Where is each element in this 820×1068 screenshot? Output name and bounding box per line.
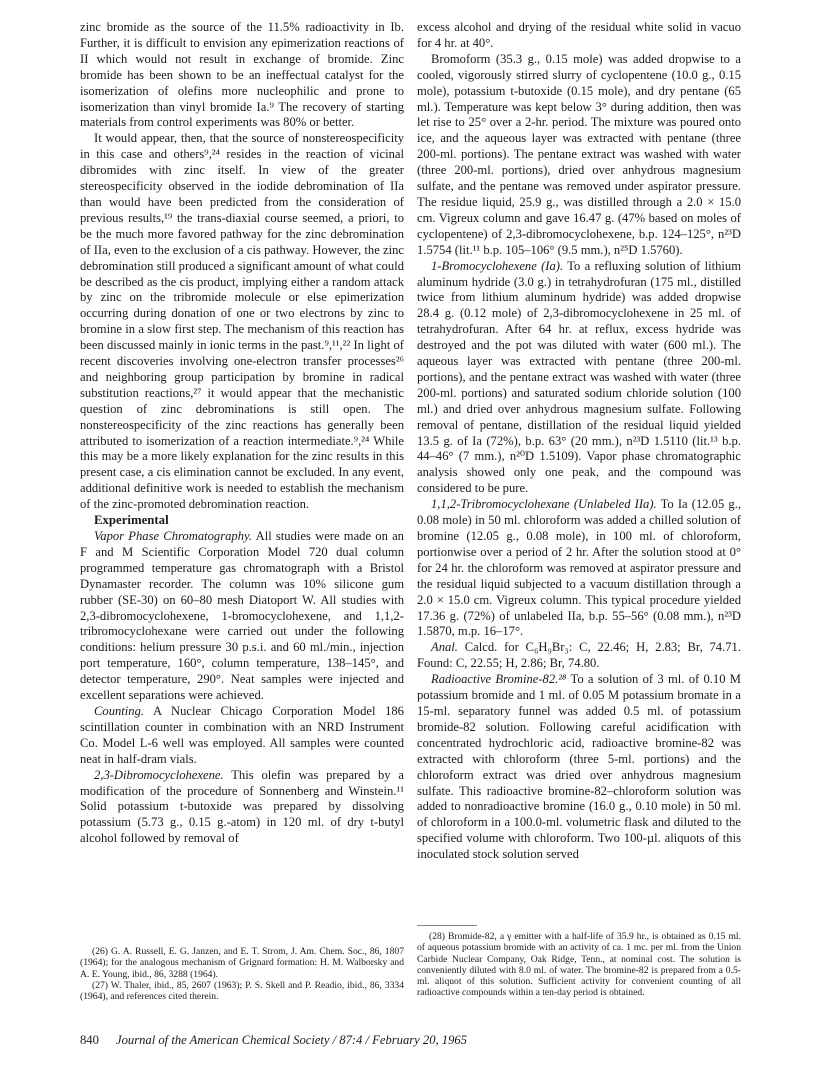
paragraph-body: Calcd. for C₆H₉Br₃: C, 22.46; H, 2.83; Br, 74.71. Found: C, 22.55; H, 2.86; Br, 74.80. xyxy=(417,640,741,671)
paragraph-body: To Ia (12.05 g., 0.08 mole) in 50 ml. chloroform was added a chilled solution of bromine (12.05 g., 0.08 mole), in 100 ml. of chloroform, portionwise over a period of 2 hr. After the solution stood at 0° for 24 hr. the chloroform was removed at aspirator pressure and the residual liquid subjected to a vacuum distillation through a 2.0 × 15.0 cm. Vigreux column. This typical procedure yielded 17.36 g. (72%) of unlabeled IIa, b.p. 55–56° (0.08 mm.), n²³D 1.5870, m.p. 16–17°. xyxy=(417,497,742,639)
paragraph-title: Radioactive Bromine-82.²⁸ xyxy=(431,672,567,687)
paragraph-title: Vapor Phase Chromatography. xyxy=(94,529,253,543)
section-heading: Experimental xyxy=(94,513,169,528)
paragraph: It would appear, then, that the source of nonstereospecificity in this case and others⁹,²⁴ resides in the reaction of vicinal dibromides with zinc itself. In view of the greater stereospecificity observed in the iodide debromination of IIa than would have been predicted from the consideration of previous results,¹⁹ the trans-diaxial course seemed, a priori, to be the much more favored pathway for the zinc debromination of IIa, even to the exclusion of a cis pathway. However, the zinc debromination still produced a significant amount of what could be described as the cis product, implying either a random attack by zinc on the tribromide molecule or else epimerization occurring during donation of one or two electrons by zinc to bromine in a slow first step. The mechanism of this reaction has been discussed mainly in ionic terms in the past.⁹,¹¹,²² In light of recent discoveries involving one-electron transfer processes²⁶ and neighboring group participation by bromine in radical substitution reactions,²⁷ it would appear that the mechanistic question of zinc debrominations is still open. The nonstereospecificity of the zinc reactions has generally been attributed to isomerization of a reaction intermediate.⁹,²⁴ While this may be a more likely explanation for the zinc results in this present case, a cis elimination cannot be excluded. In any event, additional definitive work is needed to establish the mechanism of the zinc-promoted debromination reaction. xyxy=(80,131,404,512)
paragraph xyxy=(417,640,741,672)
paragraph: excess alcohol and drying of the residual white solid in vacuo for 4 hr. at 40°. xyxy=(417,20,741,50)
paragraph-title: Counting. xyxy=(94,703,145,718)
footnote: (27) W. Thaler, ibid., 85, 2607 (1963); P. S. Skell and P. Readio, ibid., 86, 3334 (1964), and references cited therein. xyxy=(80,979,404,1003)
paragraph-body: All studies were made on an F and M Scientific Corporation Model 720 dual column programmed temperature gas chromatograph with a Bristol Dynamaster recorder. The column was 10% silicone gum rubber (SE-30) on 60–80 mesh Diatoport W. All studies with 2,3-dibromocyclohexene, 1-bromocyclohexene, and 1,1,2-tribromocyclohexane were carried out under the following conditions: helium pressure 30 p.s.i. and 60 ml./min., injection port temperature, 160°, column temperature, 138–145°, and detector temperature, 290°. Neat samples were injected and excellent separations were achieved. xyxy=(80,529,404,703)
page-footer xyxy=(80,1033,740,1048)
footnotes-right xyxy=(417,931,741,999)
paragraph xyxy=(417,259,741,498)
paragraph xyxy=(417,672,741,863)
paragraph-title: 1-Bromocyclohexene (Ia). xyxy=(431,258,564,273)
paragraph-title: 1,1,2-Tribromocyclohexane (Unlabeled IIa). xyxy=(431,497,657,512)
paragraph-body: To a solution of 3 ml. of 0.10 M potassium bromide and 1 ml. of 0.05 M potassium bromate in a 15-ml. separatory funnel was added 0.5 ml. of potassium bromide-82 solution. Following careful acidification with concentrated hydrochloric acid, radioactive bromine-82 was extracted with chloroform (three 5-ml. portions) and the chloroform extract was dried over anhydrous magnesium sulfate. This radioactive bromine-82–chloroform solution was added to nonradioactive bromine (16.0 g., 0.10 mole) in 50 ml. of chloroform in a 100.0-ml. volumetric flask and diluted to the specified volume with chloroform. Two 100-µl. aliquots of this inoculated stock solution served xyxy=(417,672,742,862)
left-column xyxy=(80,20,404,847)
paragraph xyxy=(80,704,404,768)
footnote: (28) Bromide-82, a γ emitter with a half-life of 35.9 hr., is obtained as 0.15 ml. of aqueous potassium bromide with an activity of ca. 1 mc. per ml. from the Union Carbide Nuclear Company, Oak Ridge, Tenn., at nominal cost. The solution is conveniently diluted with 8.0 ml. of water. The bromine-82 is prepared from a 0.5-ml. aliquot of this solution. Sufficient activity for convenient counting of all radioactive compounds within a ten-day period is obtained. xyxy=(417,931,741,999)
paragraph xyxy=(80,529,404,704)
paragraph-title: 2,3-Dibromocyclohexene. xyxy=(94,767,224,782)
footnote: (26) G. A. Russell, E. G. Janzen, and E. T. Strom, J. Am. Chem. Soc., 86, 1807 (1964); for the analogous mechanism of Grignard formation: H. M. Walborsky and A. E. Young, ibid., 86, 3288 (1964). xyxy=(80,946,404,980)
paragraph: Bromoform (35.3 g., 0.15 mole) was added dropwise to a cooled, vigorously stirred slurry of cyclopentene (10.0 g., 0.15 mole), potassium t-butoxide (0.15 mole), and dry pentane (65 ml.). Temperature was kept below 3° during addition, then was let rise to 25° over a 2-hr. period. The mixture was poured onto ice, and the aqueous layer was extracted with pentane (three 200-ml. portions). The pentane extract was washed with water (three 200-ml. portions), dried over anhydrous magnesium sulfate, and the pentane was removed under aspirator pressure. The residue liquid, 25.9 g., was distilled through a 2.0 × 15.0 cm. Vigreux column and gave 16.47 g. (47% based on moles of cyclopentene) of 2,3-dibromocyclohexene, b.p. 124–125°, n²³D 1.5754 (lit.¹¹ b.p. 105–106° (9.5 mm.), n²⁵D 1.5760). xyxy=(417,51,741,257)
paragraph-title: Anal. xyxy=(431,640,458,655)
paragraph xyxy=(417,497,741,640)
paragraph-body: To a refluxing solution of lithium aluminum hydride (3.0 g.) in tetrahydrofuran (175 ml., distilled twice from lithium aluminum hydride) was added dropwise 28.4 g. (0.12 mole) of 2,3-dibromocyclohexene in 25 ml. of tetrahydrofuran. After 64 hr. at reflux, excess hydride was destroyed and the pot was diluted with water (600 ml.). The aqueous layer was extracted with pentane (three 200-ml. portions), and the pentane extract was washed with water (three 200-ml. portions) and saturated sodium chloride solution (100 ml.) and dried over anhydrous magnesium sulfate. Following removal of pentane, distillation of the residual liquid yielded 13.5 g. of Ia (72%), b.p. 63° (20 mm.), n²³D 1.5110 (lit.¹³ b.p. 44–46° (7 mm.), n²⁰D 1.5109). Vapor phase chromatographic analysis showed only one peak, and the compound was considered to be pure. xyxy=(417,258,742,496)
paragraph-body: A Nuclear Chicago Corporation Model 186 scintillation counter in combination with an NRD Instrument Co. Model L-6 well was employed. All samples were counted neat in half-dram vials. xyxy=(80,703,404,766)
footnotes-left xyxy=(80,946,404,1002)
page-number: 840 xyxy=(80,1033,99,1047)
right-column xyxy=(417,20,741,863)
footnote-rule xyxy=(417,925,477,926)
paragraph: zinc bromide as the source of the 11.5% radioactivity in Ib. Further, it is difficult to envision any epimerization reactions of II which would not result in exchange of bromide. Zinc bromide has been shown to be an ineffectual catalyst for the isomerization of olefins more nucleophilic and prone to isomerization than vinyl bromide Ia.⁹ The recovery of starting materials from control experiments was 80% or better. xyxy=(80,20,404,130)
journal-citation: Journal of the American Chemical Society / 87:4 / February 20, 1965 xyxy=(116,1033,467,1047)
paragraph-body: This olefin was prepared by a modification of the procedure of Sonnenberg and Winstein.¹¹ Solid potassium t-butoxide was prepared by dissolving potassium (5.73 g., 0.15 g.-atom) in 120 ml. of dry t-butyl alcohol followed by removal of xyxy=(80,767,404,846)
paragraph xyxy=(80,768,404,848)
